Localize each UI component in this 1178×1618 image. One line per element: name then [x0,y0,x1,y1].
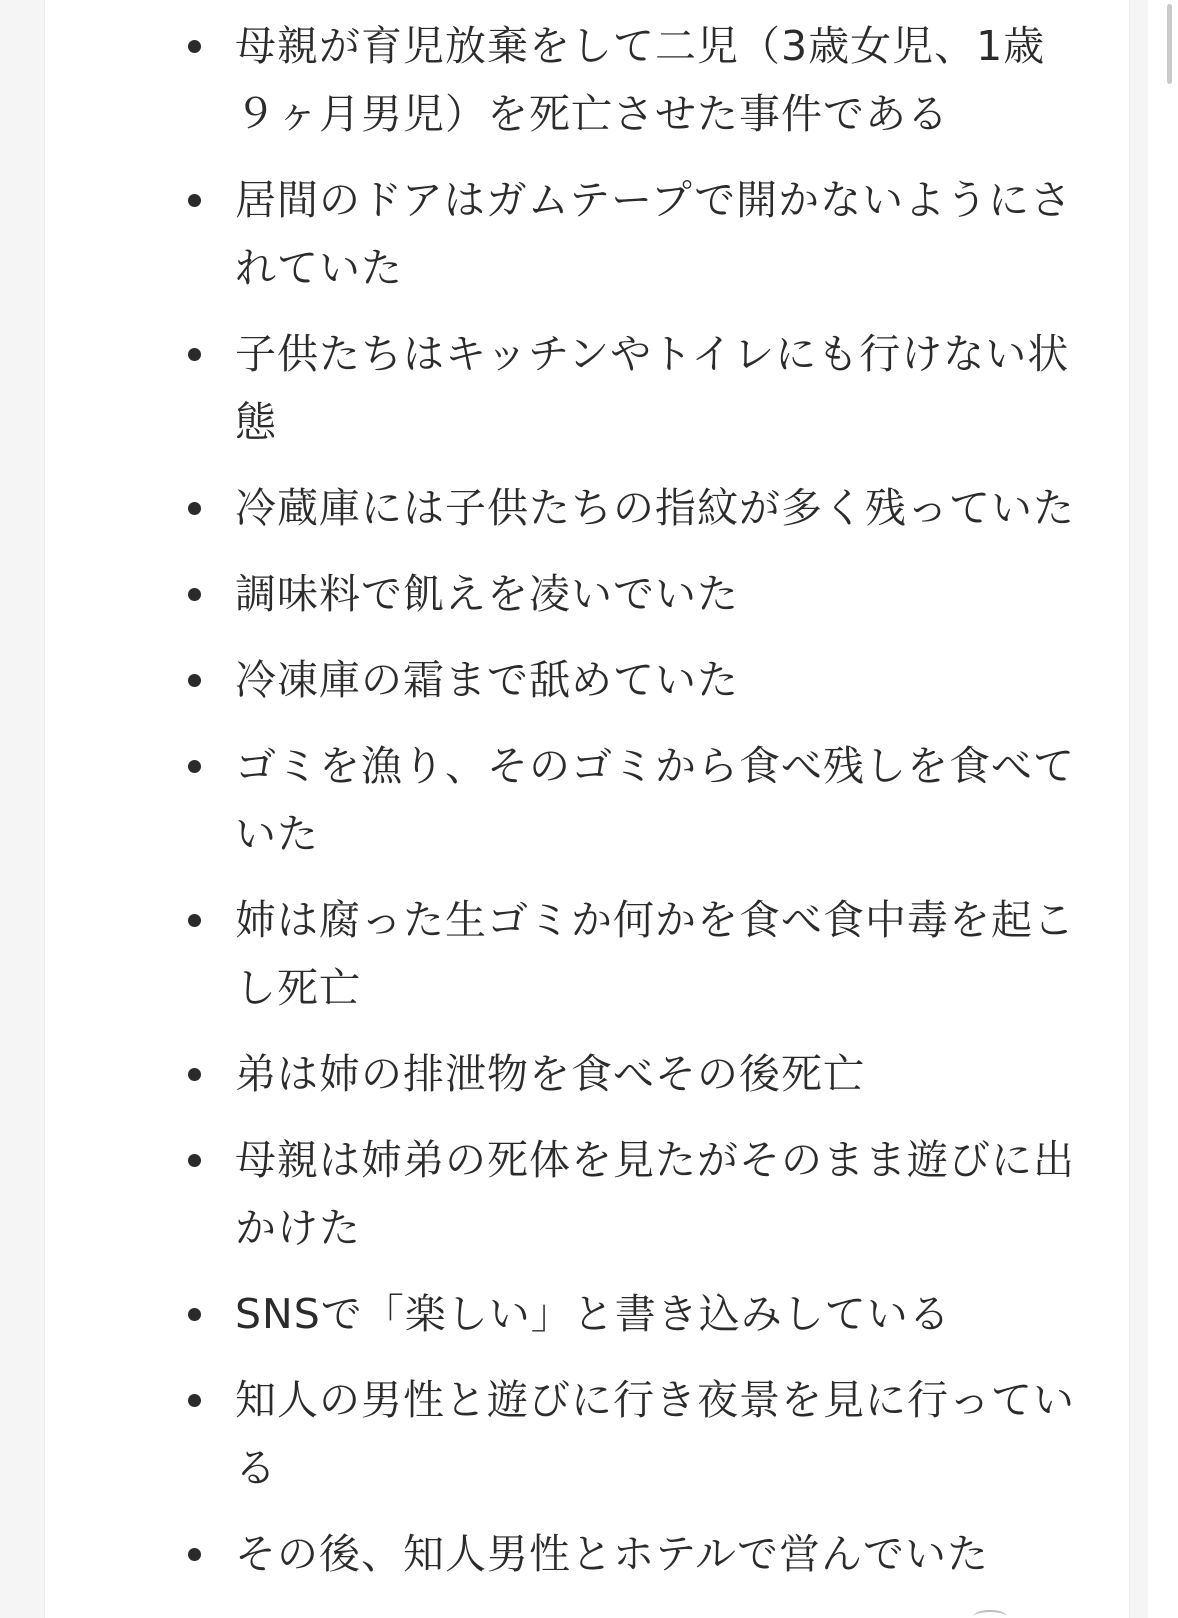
list-item [45,1280,1105,1348]
bullet-icon [188,760,201,773]
bullet-icon [188,1068,201,1081]
list-item-text: 子供たちはキッチンやトイレにも行けない状態 [235,330,1070,446]
bullet-icon [188,914,201,927]
list-item [45,646,1105,714]
list-item [45,1520,1105,1588]
list-item-text: 姉は腐った生ゴミか何かを食べ食中毒を起こし死亡 [235,896,1075,1012]
scrollbar-thumb[interactable] [1167,4,1172,84]
bullet-icon [188,1308,201,1321]
list-item-text: 母親は姉弟の死体を見たがそのまま遊びに出かけた [235,1136,1075,1252]
list-item-text: 知人の男性と遊びに行き夜景を見に行っている [235,1376,1075,1492]
list-item-text: ゴミを漁り、そのゴミから食べ残しを食べていた [235,742,1075,858]
list-item [45,1126,1105,1262]
list-item-text: 弟は姉の排泄物を食べその後死亡 [235,1050,865,1098]
list-item [45,732,1105,868]
bullet-icon [188,1394,201,1407]
list-item [45,886,1105,1022]
scrollbar[interactable] [1148,0,1178,1618]
bullet-icon [188,502,201,515]
bullet-icon [188,588,201,601]
bullet-icon [188,194,201,207]
list-item [45,474,1105,542]
article-body [44,0,1130,1618]
list-item-text: 母親が育児放棄をして二児（3歳女児、1歳９ヶ月男児）を死亡させた事件である [235,22,1046,138]
list-item [45,1366,1105,1502]
list-item-text: 居間のドアはガムテープで開かないようにされていた [235,176,1073,292]
bullet-icon [188,1154,201,1167]
list-item [45,560,1105,628]
list-item-text: その後、知人男性とホテルで営んでいた [235,1530,989,1578]
list-item [45,12,1105,148]
bullet-icon [188,1548,201,1561]
list-item-text: SNSで「楽しい」と書き込みしている [235,1290,951,1338]
list-item-text: 調味料で飢えを凌いでいた [235,570,739,618]
bullet-icon [188,40,201,53]
list-item [45,320,1105,456]
list-item [45,166,1105,302]
bullet-icon [188,348,201,361]
scroll-to-top-icon[interactable] [973,1610,1007,1618]
list-item-text: 冷蔵庫には子供たちの指紋が多く残っていた [235,484,1075,532]
fact-list [45,12,1125,1606]
bullet-icon [188,674,201,687]
list-item [45,1040,1105,1108]
list-item-text: 冷凍庫の霜まで舐めていた [235,656,739,704]
